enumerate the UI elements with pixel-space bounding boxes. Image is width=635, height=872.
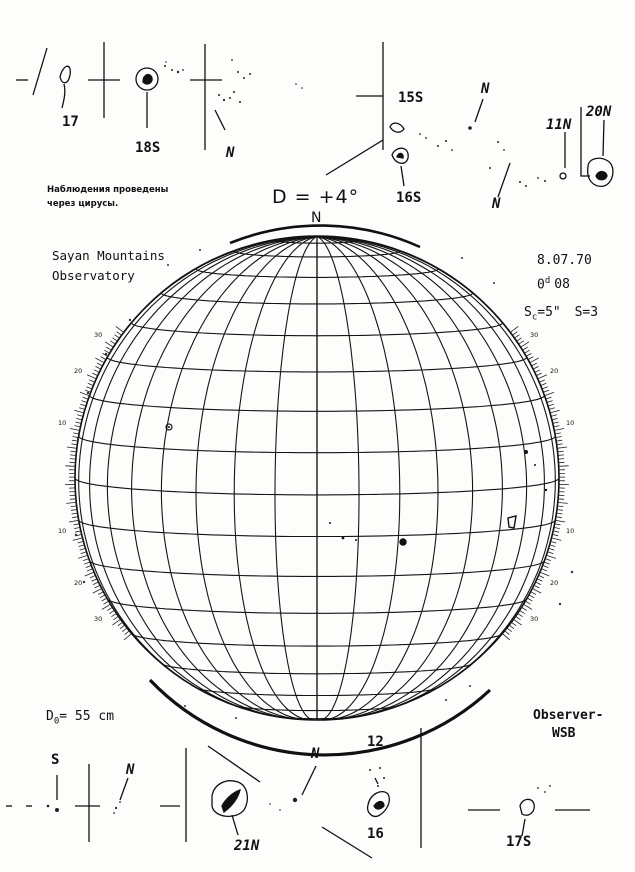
right-scale-label: 10	[566, 419, 575, 427]
right-scale-label: 10	[566, 527, 575, 535]
seeing-sc-value: =5"	[537, 305, 561, 320]
limb-tick	[542, 387, 548, 389]
limb-tick	[538, 375, 547, 379]
limb-tick	[73, 433, 79, 434]
limb-tick	[559, 466, 569, 467]
limb-tick	[104, 601, 109, 604]
limb-tick	[76, 418, 82, 420]
limb-tick	[90, 575, 96, 578]
limb-tick	[535, 370, 540, 373]
limb-tick	[558, 451, 564, 452]
aperture-d0	[46, 709, 114, 727]
limb-tick	[550, 410, 560, 413]
limb-tick	[541, 569, 547, 571]
limb-tick	[524, 604, 533, 609]
limb-tick	[79, 408, 85, 410]
limb-tick	[73, 538, 83, 541]
limb-tick	[557, 510, 563, 511]
limb-tick	[81, 552, 87, 554]
limb-tick	[72, 440, 78, 441]
limb-tick	[110, 341, 115, 344]
limb-tick	[507, 628, 512, 632]
limb-tick	[518, 613, 523, 616]
limb-tick	[115, 335, 120, 339]
limb-tick	[72, 517, 78, 518]
limb-tick	[67, 447, 77, 448]
limb-tick	[557, 447, 567, 448]
limb-tick	[516, 616, 521, 620]
observation-time	[537, 276, 570, 292]
limb-tick	[517, 338, 522, 341]
limb-tick	[529, 595, 534, 598]
spot-label-20n: 20N	[586, 104, 612, 120]
limb-tick	[525, 601, 530, 604]
limb-tick	[101, 357, 106, 360]
limb-tick	[97, 363, 102, 366]
limb-tick	[85, 572, 94, 576]
limb-tick	[114, 616, 119, 620]
limb-tick	[74, 410, 84, 413]
time-sup: d	[544, 276, 551, 286]
d0-value: = 55 cm	[59, 709, 115, 724]
time-main: 0	[537, 277, 545, 293]
meridian-line	[317, 237, 473, 720]
limb-tick	[93, 582, 98, 585]
limb-tick	[558, 459, 564, 460]
meridian-line	[79, 237, 317, 711]
limb-tick	[95, 585, 100, 588]
limb-tick	[551, 415, 557, 417]
limb-tick	[526, 353, 531, 356]
limb-tick	[551, 541, 557, 543]
limb-tick	[93, 589, 102, 594]
limb-tick	[102, 598, 107, 601]
meridian-line	[317, 237, 555, 711]
limb-tick	[95, 358, 104, 363]
observation-date: 8.07.70	[537, 253, 592, 268]
limb-tick	[552, 534, 558, 535]
d0-sub: 0	[53, 716, 60, 727]
limb-tick	[539, 575, 545, 578]
limb-tick	[100, 595, 105, 598]
left-scale-label: 10	[58, 419, 67, 427]
limb-tick	[505, 631, 510, 635]
spot-label-16s: 16S	[396, 190, 422, 206]
meridian-line	[275, 237, 317, 720]
left-scale-label: 10	[58, 527, 67, 535]
limb-tick	[70, 455, 76, 456]
limb-tick	[81, 401, 87, 403]
limb-tick	[534, 585, 539, 588]
limb-tick	[552, 538, 562, 541]
right-scale-label: 20	[550, 367, 559, 375]
bottom-detail-sketches	[6, 728, 590, 858]
north-arrow-label-1: N	[226, 145, 235, 161]
limb-tick	[70, 429, 80, 431]
limb-tick	[512, 332, 517, 336]
south-mark: S	[51, 752, 60, 768]
observer-initials: WSB	[552, 726, 576, 741]
limb-tick	[92, 373, 97, 376]
limb-tick	[122, 628, 127, 632]
limb-tick	[509, 625, 514, 629]
seeing-s: S=3	[574, 305, 599, 320]
spot-label-15s: 15S	[398, 90, 424, 106]
limb-tick	[92, 579, 98, 582]
left-scale-label: 30	[94, 331, 103, 339]
limb-tick	[104, 350, 109, 353]
limb-tick	[532, 589, 541, 594]
limb-tick	[75, 422, 81, 423]
limb-tick	[98, 592, 103, 595]
limb-tick	[117, 332, 122, 336]
limb-tick	[519, 341, 524, 344]
limb-tick	[554, 426, 560, 427]
limb-tick	[65, 466, 75, 467]
limb-tick	[87, 375, 96, 379]
limb-tick	[557, 506, 563, 507]
limb-tick	[556, 513, 562, 514]
limb-tick	[537, 579, 543, 582]
limb-tick	[71, 506, 77, 507]
spot-label-17s: 17S	[506, 834, 532, 850]
limb-tick	[556, 517, 562, 518]
seeing-values	[524, 305, 598, 323]
limb-tick	[558, 499, 564, 500]
meridian-line	[317, 237, 359, 720]
limb-tick	[557, 444, 563, 445]
limb-tick	[555, 433, 561, 434]
limb-tick	[71, 510, 77, 511]
disk-sunspots	[166, 424, 547, 545]
limb-tick	[544, 562, 550, 564]
limb-tick	[83, 397, 89, 399]
limb-tick	[74, 524, 80, 525]
limb-tick	[511, 622, 516, 626]
limb-tick	[549, 408, 555, 410]
limb-tick	[71, 444, 77, 445]
spot-label-18s: 18S	[135, 140, 161, 156]
limb-tick	[553, 531, 559, 532]
limb-tick	[522, 607, 527, 610]
limb-tick	[545, 392, 554, 395]
limb-tick	[552, 418, 558, 420]
time-rest: 08	[554, 277, 570, 293]
limb-tick	[70, 499, 76, 500]
limb-tick	[546, 397, 552, 399]
limb-tick	[520, 610, 525, 613]
north-arrow-label-3: N	[492, 196, 501, 212]
left-scale-label: 30	[94, 615, 103, 623]
limb-tick	[532, 363, 537, 366]
limb-tick	[80, 548, 86, 550]
limb-tick	[105, 342, 113, 347]
meridian-line	[90, 237, 317, 717]
top-detail-sketches	[16, 42, 613, 197]
limb-tick	[541, 383, 547, 385]
limb-tick	[113, 338, 118, 341]
right-scale-label: 30	[530, 331, 539, 339]
limb-tick	[539, 380, 545, 382]
limb-tick	[106, 347, 111, 350]
limb-tick	[550, 545, 556, 547]
left-scale-label: 20	[74, 579, 83, 587]
limb-tick	[77, 415, 83, 417]
limb-tick	[548, 552, 554, 554]
limb-tick	[521, 342, 529, 347]
spot-label-17: 17	[62, 114, 79, 130]
limb-tick	[536, 582, 541, 585]
spot-label-11n: 11N	[546, 117, 572, 133]
limb-tick	[554, 429, 564, 431]
spot-label-12: 12	[367, 734, 384, 750]
limb-tick	[548, 404, 554, 406]
limb-tick	[96, 366, 101, 369]
spot-label-21n: 21N	[234, 838, 260, 854]
limb-tick	[515, 335, 520, 339]
limb-tick	[545, 559, 551, 561]
limb-tick	[553, 422, 559, 423]
limb-tick	[94, 370, 99, 373]
limb-tick	[120, 625, 125, 629]
limb-tick	[111, 613, 116, 616]
heliographic-d-title: D = +4°	[272, 186, 360, 208]
observer-label: Observer-	[533, 708, 604, 723]
limb-tick	[107, 607, 112, 610]
limb-tick	[74, 527, 80, 528]
seeing-sc-sub: c	[531, 312, 538, 323]
limb-tick	[66, 502, 76, 503]
cirrus-note-line1: Наблюдения проведены	[47, 185, 169, 195]
limb-tick	[523, 347, 528, 350]
right-scale-label: 20	[550, 579, 559, 587]
limb-tick	[88, 383, 94, 385]
limb-tick	[118, 622, 123, 626]
limb-tick	[543, 390, 549, 392]
limb-tick	[558, 502, 568, 503]
limb-tick	[530, 358, 539, 363]
limb-tick	[84, 562, 90, 564]
heliographic-grid	[75, 236, 559, 720]
limb-tick	[554, 527, 560, 528]
meridian-line	[196, 237, 317, 720]
limb-tick	[75, 426, 81, 427]
north-arrow-label-2: N	[481, 81, 490, 97]
limb-tick	[524, 350, 529, 353]
limb-tick	[87, 569, 93, 571]
limb-tick	[540, 572, 549, 576]
limb-tick	[543, 565, 549, 567]
limb-tick	[69, 520, 79, 522]
limb-tick	[71, 451, 77, 452]
limb-tick	[546, 555, 556, 558]
limb-tick	[78, 541, 84, 543]
observatory-name-line1: Sayan Mountains	[52, 248, 165, 263]
limb-tick	[75, 531, 81, 532]
seeing-sc-base: S	[524, 305, 532, 320]
limb-tick	[86, 565, 92, 567]
limb-tick	[549, 548, 555, 550]
limb-tick	[70, 459, 76, 460]
right-scale-label: 30	[530, 615, 539, 623]
limb-tick	[556, 440, 562, 441]
limb-tick	[531, 592, 536, 595]
limb-tick	[83, 559, 89, 561]
limb-tick	[555, 524, 561, 525]
limb-tick	[528, 357, 533, 360]
meridian-line	[317, 237, 438, 720]
left-scale-label: 20	[74, 367, 83, 375]
observatory-name-line2: Observatory	[52, 268, 135, 283]
limb-tick	[125, 631, 130, 635]
north-arrow-label-5: N	[311, 746, 320, 762]
meridian-line	[161, 237, 317, 720]
limb-tick	[555, 520, 565, 522]
north-mark: N	[311, 210, 322, 226]
limb-tick	[109, 610, 114, 613]
limb-tick	[79, 545, 85, 547]
d0-base: D	[46, 709, 54, 724]
limb-tick	[78, 555, 88, 558]
meridian-line	[317, 237, 544, 717]
north-arrow-label-4: N	[126, 762, 135, 778]
cirrus-note-line2: через цирусы.	[47, 199, 119, 209]
limb-tick	[102, 604, 111, 609]
limb-tick	[547, 401, 553, 403]
limb-tick	[527, 598, 532, 601]
limb-tick	[89, 380, 95, 382]
spot-label-16: 16	[367, 826, 384, 842]
bottom-detail-dots	[47, 767, 551, 814]
limb-tick	[536, 373, 541, 376]
limb-tick	[80, 404, 86, 406]
limb-tick	[72, 513, 78, 514]
limb-tick	[86, 387, 92, 389]
limb-tick	[556, 437, 562, 438]
limb-tick	[558, 455, 564, 456]
limb-tick	[533, 366, 538, 369]
